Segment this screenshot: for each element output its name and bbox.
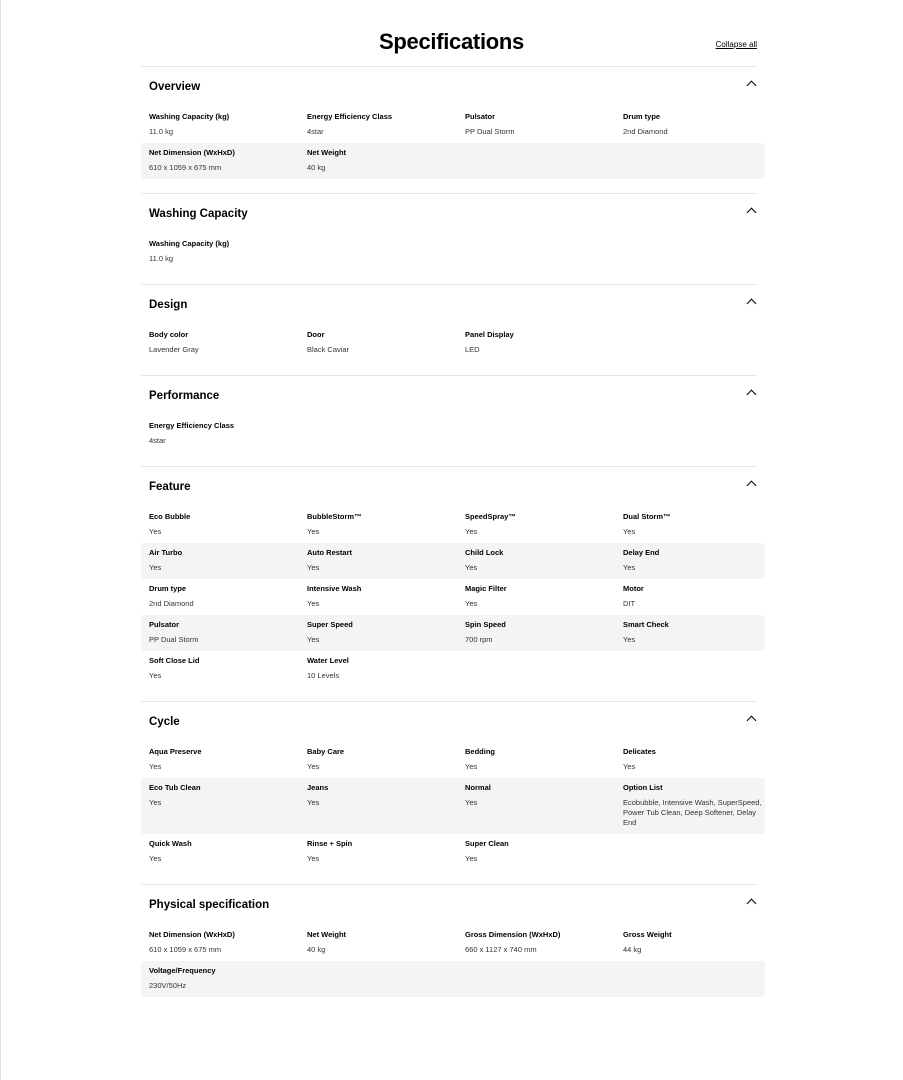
spec-value: 4star <box>307 127 324 136</box>
spec-label: Intensive Wash <box>307 584 362 593</box>
spec-label: Water Level <box>307 656 349 665</box>
spec-item <box>623 507 763 543</box>
chevron-up-icon[interactable] <box>747 481 757 491</box>
spec-row <box>141 651 765 687</box>
spec-row <box>141 834 765 870</box>
spec-label: Pulsator <box>465 112 496 121</box>
spec-row <box>141 543 765 579</box>
spec-value: Yes <box>149 798 162 807</box>
spec-row <box>141 615 765 651</box>
spec-row <box>141 143 765 179</box>
section-header[interactable] <box>141 885 757 925</box>
chevron-up-icon[interactable] <box>747 299 757 309</box>
spec-item <box>623 543 763 579</box>
spec-label: Aqua Preserve <box>149 747 202 756</box>
spec-label: Net Weight <box>307 930 347 939</box>
section-header[interactable] <box>141 467 757 507</box>
spec-item <box>307 543 465 579</box>
spec-label: Magic Filter <box>465 584 507 593</box>
spec-value: Yes <box>149 854 162 863</box>
spec-item <box>465 834 605 870</box>
spec-value: Yes <box>149 527 162 536</box>
spec-label: Washing Capacity (kg) <box>149 239 230 248</box>
section-title: Design <box>149 299 188 311</box>
spec-item <box>149 925 307 961</box>
spec-section <box>141 885 757 1011</box>
spec-value: Ecobubble, Intensive Wash, SuperSpeed, Power Tub Clean, Deep Softener, Delay End <box>623 798 762 827</box>
chevron-up-icon[interactable] <box>747 899 757 909</box>
spec-label: Delicates <box>623 747 656 756</box>
spec-value: Yes <box>623 563 636 572</box>
spec-section <box>141 285 757 376</box>
spec-item <box>465 325 605 361</box>
spec-value: Yes <box>465 563 478 572</box>
spec-row <box>141 416 765 452</box>
spec-label: Net Dimension (WxHxD) <box>149 930 235 939</box>
section-title: Cycle <box>149 716 180 728</box>
spec-value: 40 kg <box>307 163 326 172</box>
spec-value: 700 rpm <box>465 635 493 644</box>
spec-value: Yes <box>623 762 636 771</box>
spec-row <box>141 325 765 361</box>
spec-item <box>465 615 623 651</box>
spec-value: Yes <box>465 599 478 608</box>
spec-item <box>149 416 289 452</box>
spec-rows <box>141 507 757 701</box>
spec-item <box>307 834 465 870</box>
section-header[interactable] <box>141 376 757 416</box>
spec-label: Washing Capacity (kg) <box>149 112 230 121</box>
spec-value: Yes <box>149 563 162 572</box>
spec-item <box>149 579 307 615</box>
page-title: Specifications <box>379 29 524 54</box>
spec-value: 10 Levels <box>307 671 340 680</box>
spec-value: Black Caviar <box>307 345 350 354</box>
spec-label: Baby Care <box>307 747 345 756</box>
spec-label: Eco Bubble <box>149 512 191 521</box>
spec-label: SpeedSpray™ <box>465 512 516 521</box>
spec-row <box>141 579 765 615</box>
spec-value: Yes <box>623 635 636 644</box>
chevron-up-icon[interactable] <box>747 208 757 218</box>
left-divider <box>0 0 1 1080</box>
spec-value: 40 kg <box>307 945 326 954</box>
spec-label: Bedding <box>465 747 495 756</box>
spec-label: Air Turbo <box>149 548 183 557</box>
spec-item <box>307 778 465 834</box>
spec-item <box>149 143 307 179</box>
spec-value: 610 x 1059 x 675 mm <box>149 945 222 954</box>
spec-item <box>149 834 307 870</box>
spec-value: Yes <box>149 762 162 771</box>
spec-item <box>149 651 307 687</box>
spec-row <box>141 778 765 834</box>
spec-item <box>623 579 763 615</box>
spec-value: 2nd Diamond <box>149 599 194 608</box>
spec-label: Panel Display <box>465 330 514 339</box>
spec-item <box>623 107 763 143</box>
section-title: Physical specification <box>149 899 270 911</box>
spec-item <box>465 742 623 778</box>
spec-value: Yes <box>307 635 320 644</box>
spec-value: Yes <box>465 798 478 807</box>
spec-row <box>141 742 765 778</box>
spec-rows <box>141 742 762 884</box>
spec-value: LED <box>465 345 480 354</box>
spec-label: Rinse + Spin <box>307 839 353 848</box>
spec-label: Quick Wash <box>149 839 192 848</box>
spec-label: Gross Weight <box>623 930 672 939</box>
spec-item <box>307 579 465 615</box>
spec-item <box>307 107 465 143</box>
spec-value: 4star <box>149 436 166 445</box>
spec-label: Pulsator <box>149 620 180 629</box>
spec-sections <box>141 67 765 1011</box>
spec-label: Auto Restart <box>307 548 353 557</box>
spec-item <box>623 778 763 834</box>
spec-label: Motor <box>623 584 644 593</box>
spec-value: Yes <box>307 798 320 807</box>
spec-value: Yes <box>307 599 320 608</box>
spec-item <box>465 107 623 143</box>
spec-label: Energy Efficiency Class <box>149 421 235 430</box>
spec-label: Net Weight <box>307 148 347 157</box>
spec-row <box>141 925 765 961</box>
spec-item <box>465 778 623 834</box>
spec-label: Super Speed <box>307 620 353 629</box>
spec-value: 2nd Diamond <box>623 127 668 136</box>
spec-value: 44 kg <box>623 945 642 954</box>
spec-item <box>307 325 465 361</box>
spec-label: Normal <box>465 783 491 792</box>
spec-value: 660 x 1127 x 740 mm <box>465 945 537 954</box>
spec-label: Dual Storm™ <box>623 512 671 521</box>
spec-item <box>149 325 307 361</box>
spec-item <box>149 234 289 270</box>
specifications-header <box>0 28 903 58</box>
spec-value: Lavender Gray <box>149 345 199 354</box>
spec-value: Yes <box>307 527 320 536</box>
spec-rows <box>141 925 757 1011</box>
section-header[interactable] <box>141 67 757 107</box>
spec-value: Yes <box>465 854 478 863</box>
spec-section <box>141 467 757 702</box>
section-title: Feature <box>149 481 191 493</box>
spec-item <box>623 742 763 778</box>
spec-value: PP Dual Storm <box>465 127 515 136</box>
spec-item <box>307 651 447 687</box>
spec-section <box>141 194 757 285</box>
spec-label: Drum type <box>149 584 187 593</box>
spec-value: DIT <box>623 599 636 608</box>
spec-item <box>465 579 623 615</box>
spec-rows <box>141 325 757 375</box>
spec-item <box>465 925 623 961</box>
spec-label: Jeans <box>307 783 329 792</box>
spec-value: Yes <box>307 854 320 863</box>
spec-value: Yes <box>307 563 320 572</box>
spec-label: Door <box>307 330 325 339</box>
spec-label: Smart Check <box>623 620 669 629</box>
spec-label: Eco Tub Clean <box>149 783 201 792</box>
spec-item <box>149 778 307 834</box>
section-header[interactable] <box>141 285 757 325</box>
spec-label: Energy Efficiency Class <box>307 112 393 121</box>
spec-item <box>465 507 623 543</box>
spec-value: Yes <box>307 762 320 771</box>
spec-section <box>141 67 757 194</box>
section-header[interactable] <box>141 194 757 234</box>
spec-label: BubbleStorm™ <box>307 512 362 521</box>
spec-item <box>623 925 763 961</box>
spec-item <box>149 961 289 997</box>
spec-value: 610 x 1059 x 675 mm <box>149 163 222 172</box>
section-title: Washing Capacity <box>149 208 248 220</box>
spec-value: PP Dual Storm <box>149 635 199 644</box>
spec-item <box>149 742 307 778</box>
spec-item <box>149 107 307 143</box>
spec-value: 11.0 kg <box>149 127 174 136</box>
spec-section <box>141 376 757 467</box>
spec-item <box>307 742 465 778</box>
section-title: Overview <box>149 81 201 93</box>
section-header[interactable] <box>141 702 757 742</box>
spec-label: Child Lock <box>465 548 504 557</box>
collapse-all-link[interactable]: Collapse all <box>715 40 757 49</box>
spec-label: Delay End <box>623 548 660 557</box>
spec-item <box>307 925 465 961</box>
spec-value: Yes <box>623 527 636 536</box>
chevron-up-icon[interactable] <box>747 390 757 400</box>
spec-value: Yes <box>149 671 162 680</box>
spec-value: 230V/50Hz <box>149 981 187 990</box>
spec-label: Body color <box>149 330 189 339</box>
spec-rows <box>141 234 757 284</box>
spec-item <box>149 543 307 579</box>
spec-item <box>307 615 465 651</box>
spec-row <box>141 507 765 543</box>
section-title: Performance <box>149 390 220 402</box>
spec-item <box>307 143 447 179</box>
chevron-up-icon[interactable] <box>747 716 757 726</box>
spec-row <box>141 961 765 997</box>
spec-rows <box>141 107 757 193</box>
spec-label: Gross Dimension (WxHxD) <box>465 930 561 939</box>
spec-item <box>149 615 307 651</box>
spec-item <box>307 507 465 543</box>
spec-row <box>141 234 765 270</box>
spec-label: Super Clean <box>465 839 509 848</box>
spec-label: Soft Close Lid <box>149 656 200 665</box>
spec-item <box>149 507 307 543</box>
spec-label: Net Dimension (WxHxD) <box>149 148 235 157</box>
spec-item <box>623 615 763 651</box>
spec-section <box>141 702 762 885</box>
spec-label: Option List <box>623 783 663 792</box>
spec-value: 11.0 kg <box>149 254 174 263</box>
spec-rows <box>141 416 757 466</box>
spec-label: Drum type <box>623 112 661 121</box>
chevron-up-icon[interactable] <box>747 81 757 91</box>
spec-item <box>465 543 623 579</box>
spec-value: Yes <box>465 527 478 536</box>
spec-label: Voltage/Frequency <box>149 966 216 975</box>
spec-label: Spin Speed <box>465 620 506 629</box>
spec-value: Yes <box>465 762 478 771</box>
spec-row <box>141 107 765 143</box>
